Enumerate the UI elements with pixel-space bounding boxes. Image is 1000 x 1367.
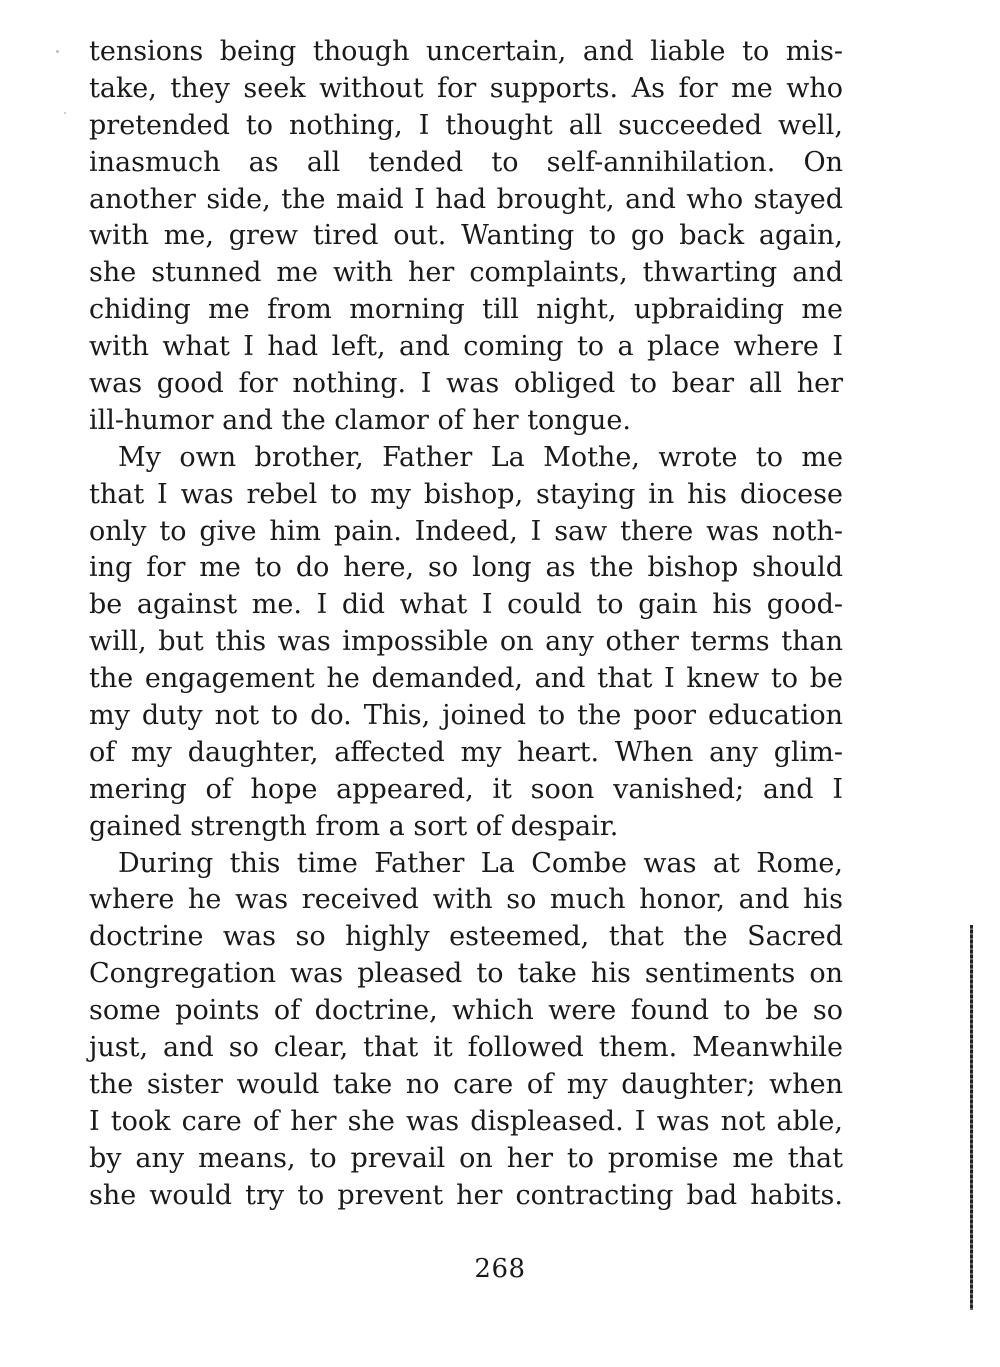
- text-line: mering of hope appeared, it soon vanished; and I: [89, 773, 843, 805]
- text-line: another side, the maid I had brought, and who stayed: [89, 183, 843, 215]
- text-line: she stunned me with her complaints, thwarting and: [89, 257, 843, 289]
- text-line: was good for nothing. I was obliged to bear all her: [89, 368, 843, 400]
- text-line: just, and so clear, that it followed them. Meanwhile: [89, 1032, 843, 1064]
- text-line: During this time Father La Combe was at Rome,: [118, 847, 843, 879]
- text-line: My own brother, Father La Mothe, wrote to me: [118, 441, 843, 473]
- text-line: by any means, to prevail on her to promise me that: [89, 1142, 843, 1174]
- text-line: she would try to prevent her contracting bad habits.: [89, 1179, 843, 1211]
- text-line: with what I had left, and coming to a place where I: [89, 331, 843, 363]
- text-line: some points of doctrine, which were found to be so: [89, 995, 843, 1027]
- text-line: ill-humor and the clamor of her tongue.: [89, 404, 631, 436]
- text-line: will, but this was impossible on any other terms than: [89, 626, 843, 658]
- text-line: that I was rebel to my bishop, staying in his diocese: [89, 478, 843, 510]
- page-number: 268: [474, 1254, 526, 1284]
- text-line: my duty not to do. This, joined to the poor education: [89, 700, 843, 732]
- text-line: the engagement he demanded, and that I knew to be: [89, 663, 843, 695]
- text-line: the sister would take no care of my daughter; when: [89, 1068, 843, 1100]
- scan-speck: [64, 112, 66, 114]
- scan-binding-edge: [970, 925, 973, 1310]
- text-line: I took care of her she was displeased. I was not able,: [89, 1105, 843, 1137]
- text-line: ing for me to do here, so long as the bishop should: [89, 552, 843, 584]
- scan-speck: [56, 50, 59, 53]
- body-text: [89, 34, 843, 1215]
- text-line: doctrine was so highly esteemed, that the Sacred: [89, 921, 843, 953]
- text-line: inasmuch as all tended to self-annihilation. On: [89, 146, 843, 178]
- text-line: pretended to nothing, I thought all succeeded well,: [89, 109, 843, 141]
- text-line: tensions being though uncertain, and liable to mis-: [89, 36, 843, 67]
- text-line: take, they seek without for supports. As for me who: [89, 72, 843, 104]
- text-line: only to give him pain. Indeed, I saw there was noth-: [89, 515, 843, 547]
- text-line: gained strength from a sort of despair.: [89, 810, 619, 842]
- text-line: Congregation was pleased to take his sentiments on: [89, 958, 843, 990]
- text-line: of my daughter, affected my heart. When any glim-: [89, 736, 843, 768]
- text-line: where he was received with so much honor, and his: [89, 884, 843, 916]
- text-line: be against me. I did what I could to gain his good-: [89, 589, 843, 621]
- text-line: chiding me from morning till night, upbraiding me: [89, 294, 843, 326]
- text-line: with me, grew tired out. Wanting to go back again,: [89, 220, 843, 252]
